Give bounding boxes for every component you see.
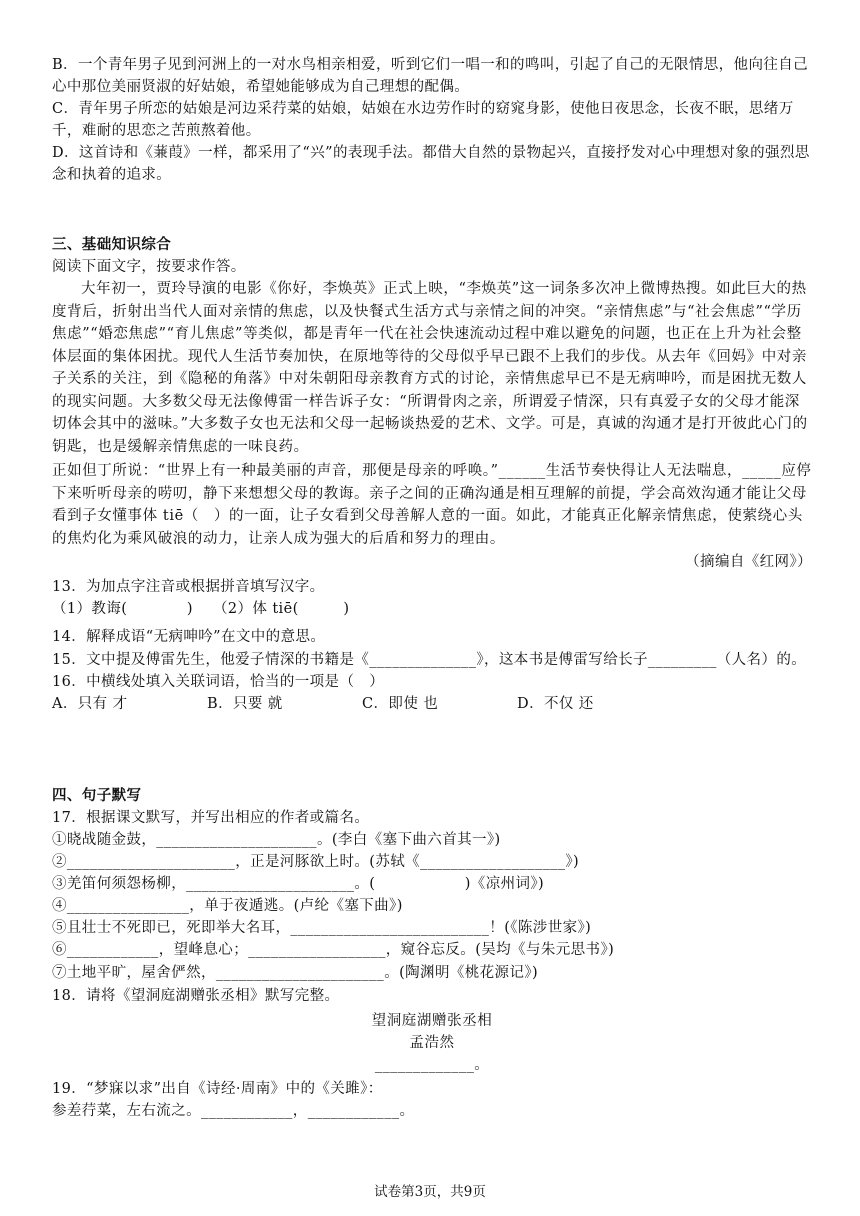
q17-line-7: ⑦土地平旷，屋舍俨然，______________________。(陶渊明《桃花源记》) — [52, 965, 539, 981]
option-b: B．一个青年男子见到河洲上的一对水鸟相亲相爱，听到它们一唱一和的鸣叫，引起了自己的无限情思，他向往自己心中那位美丽贤淑的好姑娘，希望她能够成为自己理想的配偶。 — [52, 57, 809, 95]
question-13-sub-2: （2）体 tiē( ) — [212, 601, 350, 617]
question-16-option-b: B．只要 就 — [207, 696, 283, 712]
poem-title: 望洞庭湖赠张丞相 — [371, 1013, 493, 1029]
section4-heading: 四、句子默写 — [52, 788, 142, 804]
question-16-option-c: C．即使 也 — [362, 696, 439, 712]
question-13-subitems — [52, 598, 812, 620]
q17-line-4: ④________________，单于夜遁逃。(卢纶《塞下曲》) — [52, 898, 403, 914]
question-14: 14．解释成语“无病呻吟”在文中的意思。 — [52, 629, 326, 645]
poem-author: 孟浩然 — [409, 1035, 455, 1051]
question-17: 17．根据课文默写，并写出相应的作者或篇名。 — [52, 810, 370, 826]
question-19-line: 参差荇菜，左右流之。____________，____________。 — [52, 1103, 415, 1119]
question-16-option-a: A．只有 才 — [52, 696, 128, 712]
question-16: 16．中横线处填入关联词语，恰当的一项是（ ） — [52, 674, 385, 690]
page-footer: 试卷第3页，共9页 — [374, 1184, 486, 1200]
question-18: 18．请将《望洞庭湖赠张丞相》默写完整。 — [52, 988, 340, 1004]
q17-line-6: ⑥____________，望峰息心；__________________，窥谷忘反。(吴均《与朱元思书》) — [52, 942, 615, 958]
passage-source: （摘编自《红网》） — [685, 554, 812, 570]
question-16-option-d: D．不仅 还 — [517, 696, 594, 712]
q17-line-1: ①晓战随金鼓，_____________________。(李白《塞下曲六首其一》) — [52, 832, 501, 848]
question-16-options — [52, 693, 812, 715]
question-15: 15．文中提及傅雷先生，他爱子情深的书籍是《______________》，这本书是傅雷写给长子_________（人名）的。 — [52, 652, 807, 668]
q17-line-3: ③羌笛何须怨杨柳，______________________。( )《凉州词》) — [52, 876, 545, 892]
q17-line-5: ⑤且壮士不死即已，死即举大名耳，__________________________！(《陈涉世家》) — [52, 920, 592, 936]
q17-line-2: ②______________________，正是河豚欲上时。(苏轼《___________________》) — [52, 854, 580, 870]
question-19: 19．“梦寐以求”出自《诗经·周南》中的《关雎》： — [52, 1081, 383, 1097]
section3-instruction: 阅读下面文字，按要求作答。 — [52, 259, 246, 275]
passage-paragraph-2: 正如但丁所说：“世界上有一种最美丽的声音，那便是母亲的呼唤。”______生活节奏快得让人无法喘息，_____应停下来听听母亲的唠叨，静下来想想父母的教诲。亲子之间的正确沟通是相互理解的前提，学会高效沟通才能让父母看到子女懂事体 tiē（ ）的一面，让子女看到父母善解人意的一面。如此，才能真正化解亲情焦虑，使萦绕心头的焦灼化为乘风破浪的动力，让亲人成为强大的后盾和努力的理由。 — [52, 463, 812, 547]
option-c: C．青年男子所恋的姑娘是河边采荇菜的姑娘，姑娘在水边劳作时的窈窕身影，使他日夜思念，长夜不眠，思绪万千，难耐的思恋之苦煎熬着他。 — [52, 101, 794, 139]
passage-paragraph-1: 大年初一，贾玲导演的电影《你好，李焕英》正式上映，“李焕英”这一词条多次冲上微博热搜。如此巨大的热度背后，折射出当代人面对亲情的焦虑，以及快餐式生活方式与亲情之间的冲突。“亲情焦虑”与“社会焦虑”“学历焦虑”“婚恋焦虑”“育儿焦虑”等类似，都是青年一代在社会快速流动过程中难以避免的问题，也正在上升为社会整体层面的集体困扰。现代人生活节奏加快，在原地等待的父母似乎早已跟不上我们的步伐。从去年《回妈》中对亲子关系的关注，到《隐秘的角落》中对朱朝阳母亲教育方式的讨论，亲情焦虑早已不是无病呻吟，而是困扰无数人的现实问题。大多数父母无法像傅雷一样告诉子女：“所谓骨肉之亲，所谓爱子情深，只有真爱子女的父母才能深切体会其中的滋味。”大多数子女也无法和父母一起畅谈热爱的艺术、文学。可是，真诚的沟通才是打开彼此心门的钥匙，也是缓解亲情焦虑的一味良药。 — [52, 281, 808, 455]
option-d: D．这首诗和《蒹葭》一样，都采用了“兴”的表现手法。都借大自然的景物起兴，直接抒发对心中理想对象的强烈思念和执着的追求。 — [52, 145, 810, 183]
question-13-sub-1: （1）教诲( ) — [52, 601, 193, 617]
question-13: 13．为加点字注音或根据拼音填写汉字。 — [52, 579, 325, 595]
section3-heading: 三、基础知识综合 — [52, 237, 172, 253]
poem-blank: _____________。 — [374, 1057, 490, 1073]
